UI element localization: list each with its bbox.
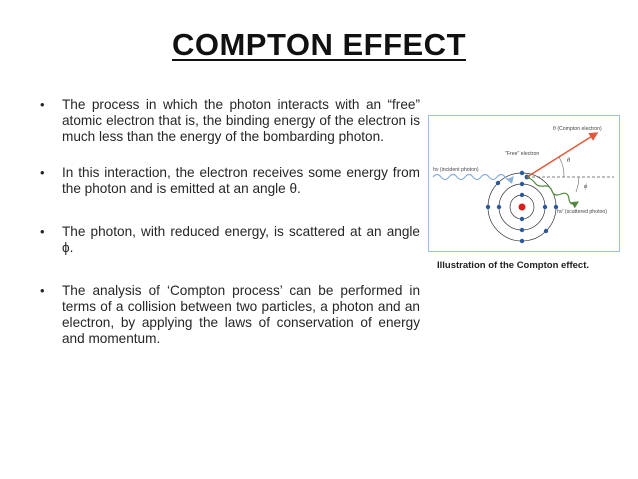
- slide-title-text: COMPTON EFFECT: [171, 27, 467, 62]
- incident-photon-wave: [433, 175, 513, 180]
- bullet-text: In this interaction, the electron receives some energy from the photon and is emitted at an angle θ.: [62, 165, 420, 196]
- compton-diagram: [429, 116, 619, 251]
- figure-caption: Illustration of the Compton effect.: [437, 260, 589, 271]
- bullet-item: [40, 97, 420, 145]
- bullet-item: [40, 283, 420, 347]
- bullet-list: [40, 97, 420, 347]
- bullet-text: The photon, with reduced energy, is scattered at an angle ϕ.: [62, 224, 420, 255]
- phi-arc: [576, 177, 579, 192]
- nucleus: [519, 204, 526, 211]
- compton-illustration: [428, 115, 620, 252]
- phi-label: ϕ: [584, 183, 588, 190]
- bullet-item: [40, 165, 420, 197]
- theta-label: θ: [567, 157, 571, 164]
- bullet-dot: •: [40, 165, 45, 180]
- bullet-text: The process in which the photon interacts with an “free” atomic electron that is, the binding energy of the electron is much less than the energy of the bombarding photon.: [62, 97, 420, 144]
- slide-title: [0, 27, 638, 63]
- theta-arc: [559, 157, 564, 177]
- incident-photon-label: hν (incident photon): [433, 167, 479, 173]
- bullet-text: The analysis of ‘Compton process’ can be performed in terms of a collision between two particles, a photon and an electron, by applying the laws of conservation of energy and momentum.: [62, 283, 420, 346]
- bullet-dot: •: [40, 224, 45, 239]
- free-electron-label: "Free" electron: [505, 151, 540, 157]
- bullet-dot: •: [40, 97, 45, 112]
- bullet-dot: •: [40, 283, 45, 298]
- scattered-photon-label: hν' (scattered photon): [557, 209, 608, 215]
- compton-electron-label: θ (Compton electron): [553, 126, 602, 132]
- bullet-item: [40, 224, 420, 256]
- scattered-photon-wave: [527, 177, 578, 204]
